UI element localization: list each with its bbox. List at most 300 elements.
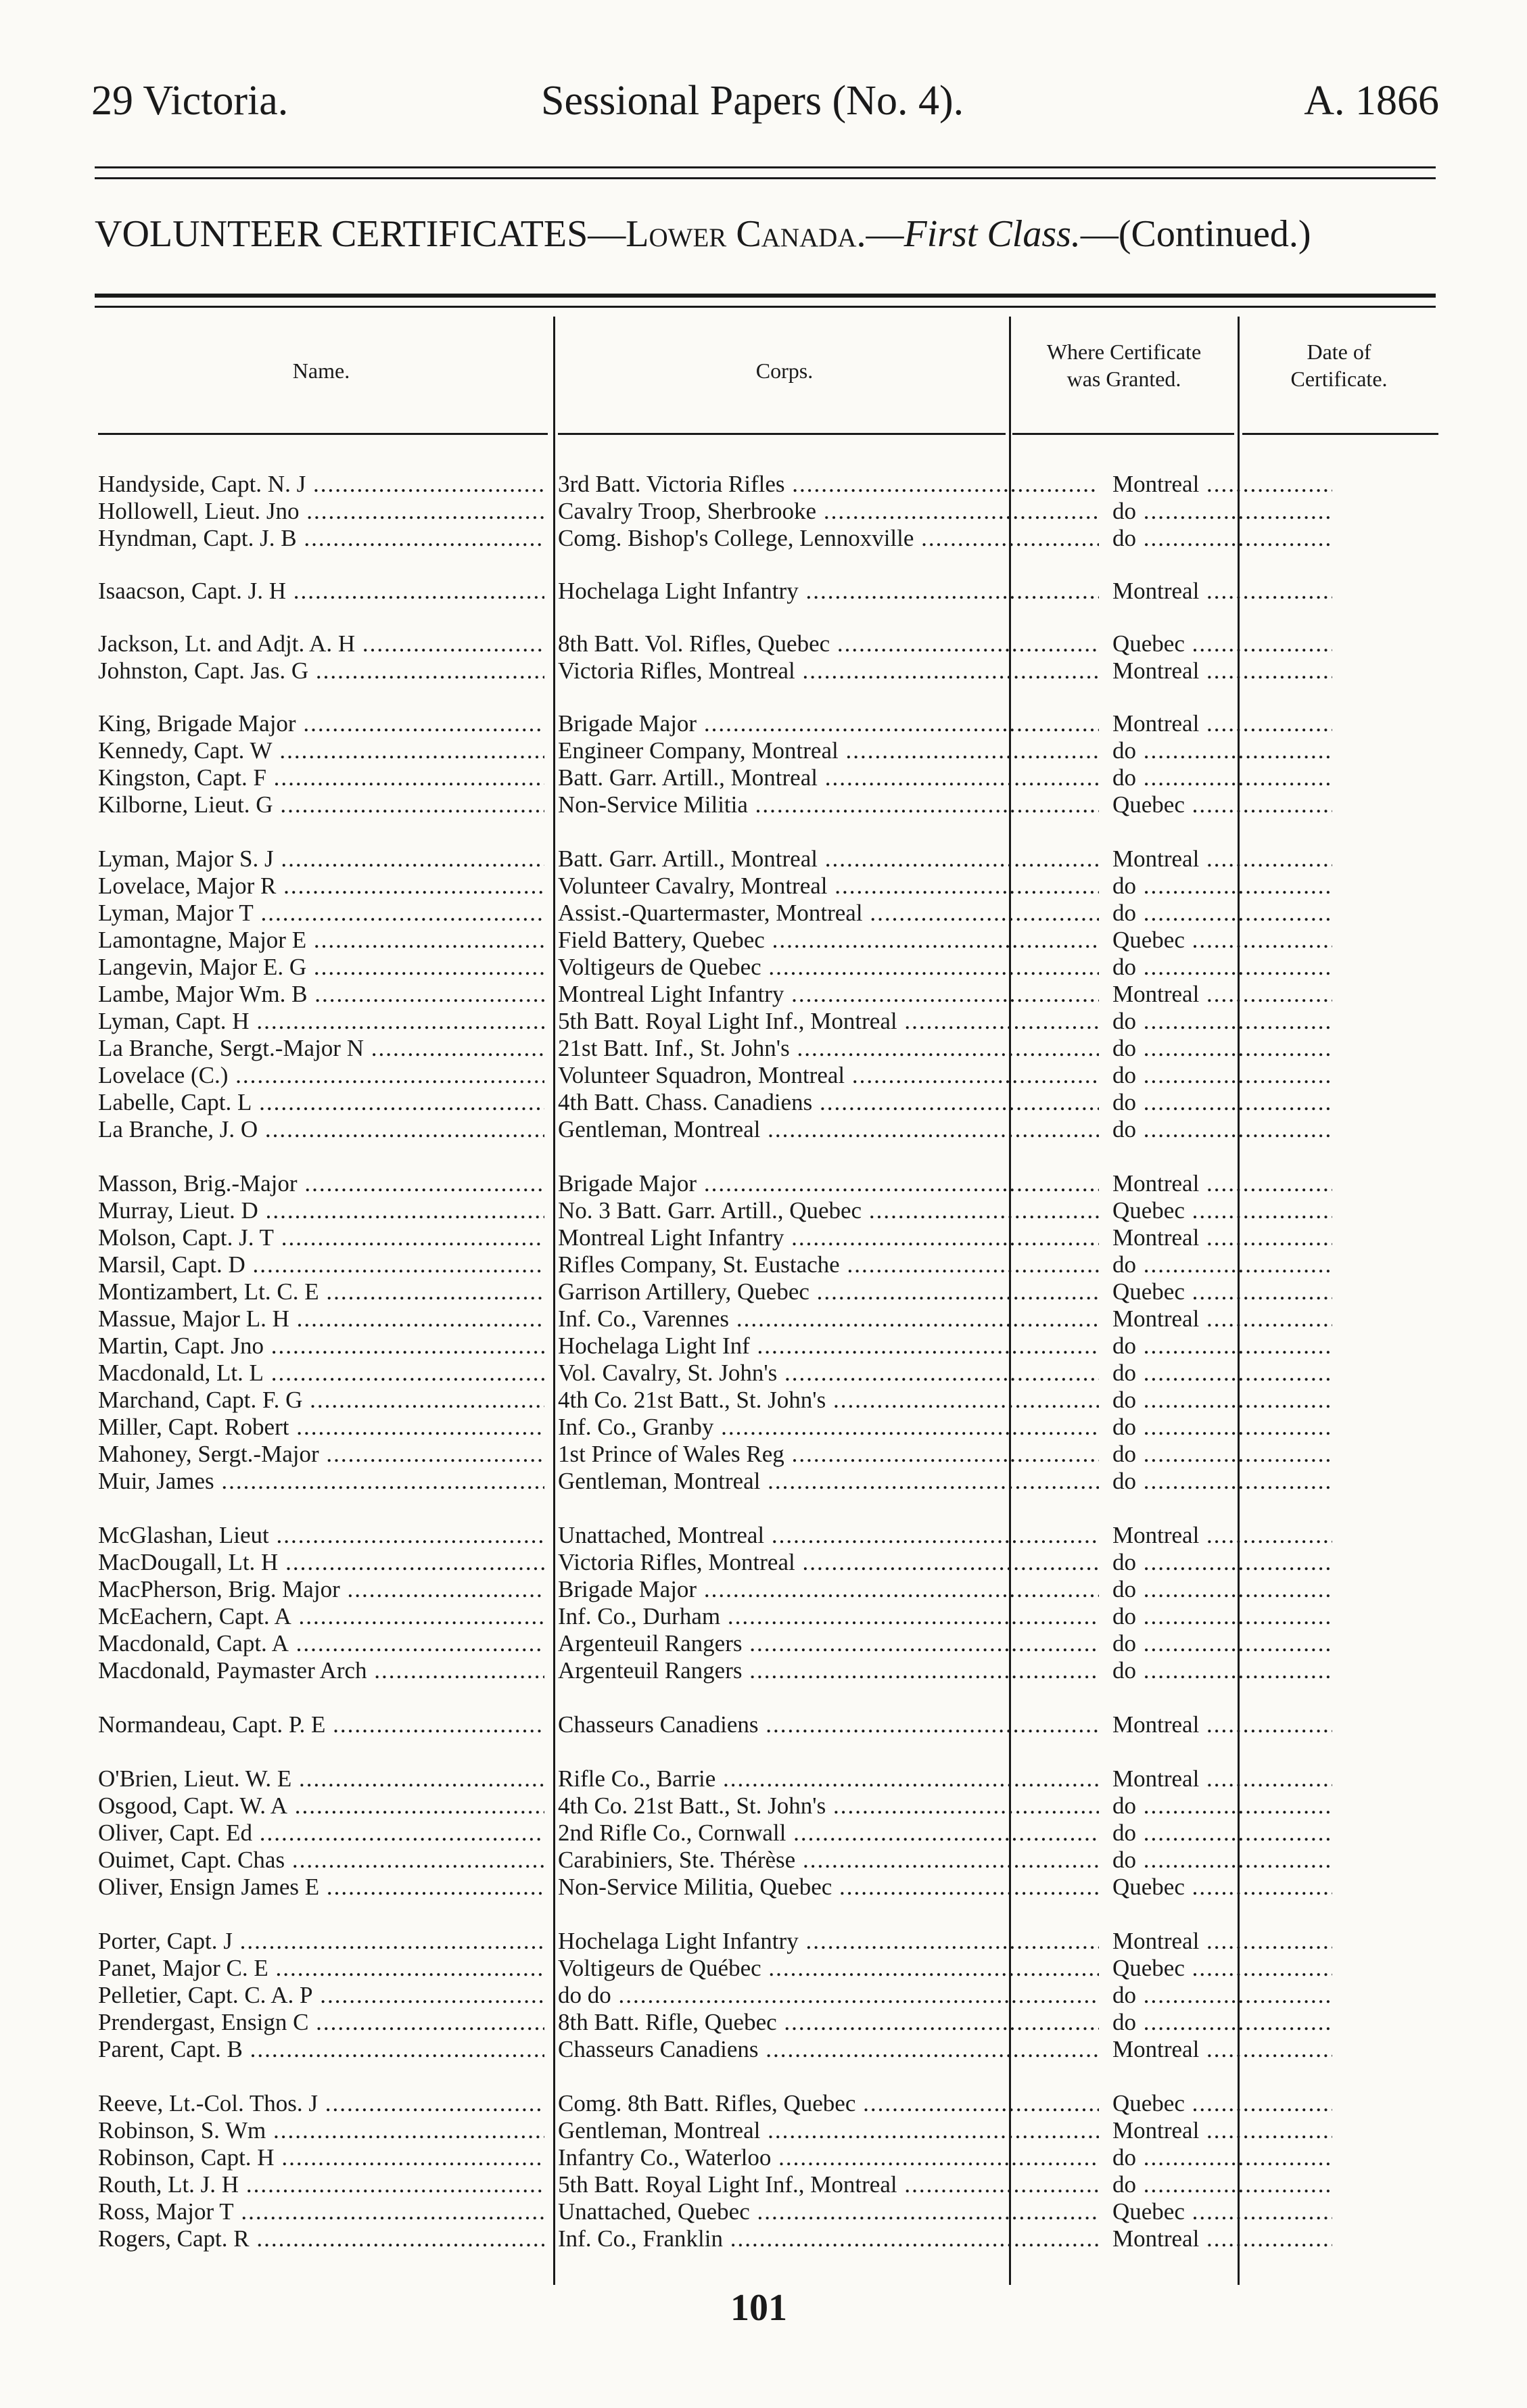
where-granted-cell-text: Quebec .....: [1112, 1197, 1332, 1224]
corps-cell: [558, 1441, 1099, 1468]
name-cell: [98, 846, 544, 873]
where-granted-cell-text: Montreal .....: [1112, 578, 1332, 604]
table-row: [98, 498, 1440, 525]
corps-cell-text: Inf. Co., Durham .....: [558, 1603, 1099, 1629]
name-cell-text: Kennedy, Capt. W .....: [98, 737, 544, 764]
name-cell-text: O'Brien, Lieut. W. E .....: [98, 1765, 544, 1792]
where-granted-cell: [1112, 1522, 1332, 1549]
name-cell-text: Rogers, Capt. R .....: [98, 2225, 544, 2252]
column-header-date-line2: Certificate.: [1290, 367, 1388, 391]
name-cell: [98, 1441, 544, 1468]
name-cell-text: Massue, Major L. H .....: [98, 1305, 544, 1332]
where-granted-cell: [1112, 578, 1332, 605]
corps-cell: [558, 578, 1099, 605]
corps-cell: [558, 1414, 1099, 1441]
where-granted-cell-text: do .....: [1112, 1089, 1332, 1115]
where-granted-cell-text: Quebec .....: [1112, 1874, 1332, 1900]
name-cell: [98, 1765, 544, 1792]
corps-cell-text: Victoria Rifles, Montreal .....: [558, 1549, 1099, 1575]
where-granted-cell-text: Montreal .....: [1112, 1928, 1332, 1954]
where-granted-cell: [1112, 1765, 1332, 1792]
corps-cell: [558, 1062, 1099, 1089]
corps-cell-text: Unattached, Quebec .....: [558, 2198, 1099, 2225]
where-granted-cell-text: Montreal .....: [1112, 981, 1332, 1007]
where-granted-cell-text: do .....: [1112, 900, 1332, 926]
where-granted-cell: [1112, 2171, 1332, 2198]
name-cell: [98, 1874, 544, 1901]
corps-cell: [558, 1089, 1099, 1116]
name-cell: [98, 498, 544, 525]
table-row: [98, 927, 1440, 954]
where-granted-cell: [1112, 1657, 1332, 1684]
name-cell-text: Lyman, Capt. H .....: [98, 1008, 544, 1034]
where-granted-cell-text: do .....: [1112, 2009, 1332, 2035]
where-granted-cell: [1112, 2144, 1332, 2171]
name-cell: [98, 1170, 544, 1197]
where-granted-cell-text: Quebec .....: [1112, 630, 1332, 657]
name-cell-text: Robinson, Capt. H .....: [98, 2144, 544, 2171]
where-granted-cell-text: Montreal .....: [1112, 1522, 1332, 1548]
name-cell: [98, 981, 544, 1008]
where-granted-cell-text: Quebec .....: [1112, 2090, 1332, 2116]
corps-cell-text: 4th Co. 21st Batt., St. John's .....: [558, 1387, 1099, 1413]
name-cell-text: Parent, Capt. B .....: [98, 2036, 544, 2062]
where-granted-cell-text: Quebec .....: [1112, 1955, 1332, 1981]
where-granted-cell-text: Montreal .....: [1112, 657, 1332, 684]
where-granted-cell: [1112, 1847, 1332, 1874]
table-row: [98, 2144, 1440, 2171]
corps-cell-text: 5th Batt. Royal Light Inf., Montreal .....: [558, 2171, 1099, 2198]
column-header-name: Name.: [292, 358, 350, 383]
name-cell-text: Normandeau, Capt. P. E .....: [98, 1711, 544, 1738]
name-cell-text: King, Brigade Major .....: [98, 710, 544, 737]
table-row: [98, 1468, 1440, 1495]
table-row: [98, 1711, 1440, 1738]
where-granted-cell-text: do .....: [1112, 2144, 1332, 2171]
name-cell: [98, 737, 544, 764]
corps-cell: [558, 1549, 1099, 1576]
corps-cell: [558, 710, 1099, 737]
table-row: [98, 1522, 1440, 1549]
column-header-where: [1012, 338, 1236, 392]
corps-cell-text: Voltigeurs de Québec .....: [558, 1955, 1099, 1981]
where-granted-cell-text: Montreal .....: [1112, 846, 1332, 872]
name-cell: [98, 1549, 544, 1576]
name-cell-text: Isaacson, Capt. J. H .....: [98, 578, 544, 604]
where-granted-cell-text: do .....: [1112, 1847, 1332, 1873]
name-cell: [98, 657, 544, 685]
corps-cell: [558, 1792, 1099, 1820]
column-header-where-line1: Where Certificate: [1046, 340, 1202, 364]
where-granted-cell-text: do .....: [1112, 1982, 1332, 2008]
where-granted-cell: [1112, 1251, 1332, 1278]
where-granted-cell: [1112, 1955, 1332, 1982]
name-cell: [98, 1035, 544, 1062]
corps-cell-text: Gentleman, Montreal .....: [558, 2117, 1099, 2144]
running-head-center: Sessional Papers (No. 4).: [541, 78, 964, 124]
where-granted-cell-text: do .....: [1112, 1603, 1332, 1629]
name-cell-text: Lovelace, Major R .....: [98, 873, 544, 899]
name-cell: [98, 1792, 544, 1820]
table-row: [98, 1874, 1440, 1901]
corps-cell-text: Argenteuil Rangers .....: [558, 1630, 1099, 1657]
table-row: [98, 2225, 1440, 2252]
table-row: [98, 846, 1440, 873]
where-granted-cell-text: Quebec .....: [1112, 2198, 1332, 2225]
corps-cell: [558, 1035, 1099, 1062]
name-cell-text: Miller, Capt. Robert .....: [98, 1414, 544, 1440]
where-granted-cell: [1112, 764, 1332, 791]
where-granted-cell-text: Quebec .....: [1112, 927, 1332, 953]
corps-cell-text: Carabiniers, Ste. Thérèse .....: [558, 1847, 1099, 1873]
table-row: [98, 2117, 1440, 2144]
where-granted-cell-text: do .....: [1112, 1414, 1332, 1440]
where-granted-cell: [1112, 630, 1332, 657]
where-granted-cell: [1112, 1468, 1332, 1495]
corps-cell: [558, 1657, 1099, 1684]
name-cell: [98, 1224, 544, 1251]
where-granted-cell: [1112, 1305, 1332, 1333]
where-granted-cell-text: do .....: [1112, 1116, 1332, 1142]
corps-cell-text: do do .....: [558, 1982, 1099, 2008]
where-granted-cell-text: do .....: [1112, 1333, 1332, 1359]
table-row: [98, 1603, 1440, 1630]
table-row: [98, 1657, 1440, 1684]
where-granted-cell: [1112, 1820, 1332, 1847]
name-cell: [98, 471, 544, 498]
column-header-where-line2: was Granted.: [1066, 367, 1181, 391]
name-cell-text: Ouimet, Capt. Chas .....: [98, 1847, 544, 1873]
table-row: [98, 1955, 1440, 1982]
header-underline-name: [98, 433, 548, 435]
corps-cell: [558, 1197, 1099, 1224]
name-cell-text: Routh, Lt. J. H .....: [98, 2171, 544, 2198]
name-cell-text: Muir, James .....: [98, 1468, 544, 1494]
where-granted-cell-text: Quebec .....: [1112, 791, 1332, 818]
where-granted-cell: [1112, 2090, 1332, 2117]
where-granted-cell: [1112, 1549, 1332, 1576]
title-class: First Class.: [903, 213, 1081, 255]
corps-cell: [558, 1765, 1099, 1792]
name-cell: [98, 1955, 544, 1982]
name-cell: [98, 1197, 544, 1224]
table-row: [98, 2009, 1440, 2036]
corps-cell-text: 1st Prince of Wales Reg .....: [558, 1441, 1099, 1467]
name-cell-text: Mahoney, Sergt.-Major .....: [98, 1441, 544, 1467]
name-cell: [98, 1089, 544, 1116]
corps-cell: [558, 1603, 1099, 1630]
where-granted-cell-text: Montreal .....: [1112, 471, 1332, 497]
where-granted-cell: [1112, 791, 1332, 818]
where-granted-cell-text: do .....: [1112, 1360, 1332, 1386]
name-cell-text: Kingston, Capt. F .....: [98, 764, 544, 791]
where-granted-cell: [1112, 710, 1332, 737]
corps-cell: [558, 498, 1099, 525]
corps-cell-text: 4th Batt. Chass. Canadiens .....: [558, 1089, 1099, 1115]
title-region: Lower Canada.: [626, 213, 866, 255]
where-granted-cell-text: do .....: [1112, 1468, 1332, 1494]
title-main: VOLUNTEER CERTIFICATES—: [95, 213, 626, 255]
corps-cell: [558, 2144, 1099, 2171]
name-cell: [98, 2036, 544, 2063]
table-row: [98, 630, 1440, 657]
running-head-left: 29 Victoria.: [91, 78, 289, 124]
name-cell: [98, 1116, 544, 1143]
name-cell-text: Jackson, Lt. and Adjt. A. H .....: [98, 630, 544, 657]
where-granted-cell-text: Montreal .....: [1112, 1765, 1332, 1792]
table-row: [98, 791, 1440, 818]
name-cell: [98, 1251, 544, 1278]
header-underline-corps: [558, 433, 1006, 435]
where-granted-cell-text: Montreal .....: [1112, 2225, 1332, 2252]
corps-cell: [558, 2225, 1099, 2252]
corps-cell: [558, 1251, 1099, 1278]
corps-cell-text: 3rd Batt. Victoria Rifles .....: [558, 471, 1099, 497]
name-cell: [98, 1278, 544, 1305]
corps-cell-text: Brigade Major .....: [558, 1170, 1099, 1197]
where-granted-cell: [1112, 981, 1332, 1008]
corps-cell-text: Infantry Co., Waterloo .....: [558, 2144, 1099, 2171]
where-granted-cell: [1112, 1928, 1332, 1955]
corps-cell-text: Gentleman, Montreal .....: [558, 1468, 1099, 1494]
name-cell: [98, 1468, 544, 1495]
table-row: [98, 578, 1440, 605]
table-row: [98, 2198, 1440, 2225]
corps-cell-text: Engineer Company, Montreal .....: [558, 737, 1099, 764]
corps-cell: [558, 1008, 1099, 1035]
where-granted-cell: [1112, 2198, 1332, 2225]
where-granted-cell: [1112, 1441, 1332, 1468]
title-rule-thin: [95, 306, 1436, 308]
table-row: [98, 2171, 1440, 2198]
name-cell: [98, 1630, 544, 1657]
table-row: [98, 900, 1440, 927]
name-cell-text: La Branche, Sergt.-Major N .....: [98, 1035, 544, 1061]
table-row: [98, 471, 1440, 498]
where-granted-cell: [1112, 2009, 1332, 2036]
corps-cell-text: 4th Co. 21st Batt., St. John's .....: [558, 1792, 1099, 1819]
corps-cell: [558, 954, 1099, 981]
name-cell: [98, 1928, 544, 1955]
name-cell: [98, 2198, 544, 2225]
name-cell: [98, 791, 544, 818]
where-granted-cell-text: Montreal .....: [1112, 1224, 1332, 1251]
name-cell: [98, 1522, 544, 1549]
table-row: [98, 954, 1440, 981]
corps-cell-text: 21st Batt. Inf., St. John's .....: [558, 1035, 1099, 1061]
name-cell: [98, 900, 544, 927]
corps-cell-text: Garrison Artillery, Quebec .....: [558, 1278, 1099, 1305]
corps-cell: [558, 764, 1099, 791]
table-row: [98, 1333, 1440, 1360]
corps-cell: [558, 927, 1099, 954]
corps-cell-text: Non-Service Militia, Quebec .....: [558, 1874, 1099, 1900]
title-rule-thick: [95, 294, 1436, 298]
corps-cell-text: Inf. Co., Franklin .....: [558, 2225, 1099, 2252]
corps-cell: [558, 2009, 1099, 2036]
table-row: [98, 1251, 1440, 1278]
name-cell: [98, 578, 544, 605]
table-row: [98, 873, 1440, 900]
corps-cell-text: Hochelaga Light Infantry .....: [558, 1928, 1099, 1954]
corps-cell-text: Comg. 8th Batt. Rifles, Quebec .....: [558, 2090, 1099, 2116]
table-row: [98, 1278, 1440, 1305]
name-cell-text: Hyndman, Capt. J. B .....: [98, 525, 544, 551]
name-cell: [98, 710, 544, 737]
where-granted-cell: [1112, 525, 1332, 552]
table-row: [98, 1170, 1440, 1197]
header-rule-bottom: [95, 177, 1436, 179]
corps-cell-text: 5th Batt. Royal Light Inf., Montreal .....: [558, 1008, 1099, 1034]
name-cell-text: Lamontagne, Major E .....: [98, 927, 544, 953]
where-granted-cell-text: do .....: [1112, 1630, 1332, 1657]
name-cell-text: Langevin, Major E. G .....: [98, 954, 544, 980]
corps-cell: [558, 1333, 1099, 1360]
corps-cell-text: Montreal Light Infantry .....: [558, 1224, 1099, 1251]
table-row: [98, 2036, 1440, 2063]
where-granted-cell: [1112, 1224, 1332, 1251]
where-granted-cell: [1112, 846, 1332, 873]
table-row: [98, 1197, 1440, 1224]
name-cell-text: Lovelace (C.) .....: [98, 1062, 544, 1088]
corps-cell-text: Field Battery, Quebec .....: [558, 927, 1099, 953]
where-granted-cell: [1112, 2036, 1332, 2063]
where-granted-cell-text: do .....: [1112, 1251, 1332, 1278]
running-head-right: A. 1866: [1304, 78, 1439, 124]
header-underline-date: [1242, 433, 1438, 435]
corps-cell: [558, 525, 1099, 552]
name-cell-text: Lyman, Major T .....: [98, 900, 544, 926]
name-cell: [98, 873, 544, 900]
table-row: [98, 1847, 1440, 1874]
where-granted-cell: [1112, 1874, 1332, 1901]
name-cell: [98, 525, 544, 552]
where-granted-cell: [1112, 1062, 1332, 1089]
where-granted-cell-text: Montreal .....: [1112, 710, 1332, 737]
where-granted-cell: [1112, 1333, 1332, 1360]
where-granted-cell: [1112, 471, 1332, 498]
corps-cell-text: Voltigeurs de Quebec .....: [558, 954, 1099, 980]
where-granted-cell: [1112, 1008, 1332, 1035]
name-cell: [98, 1414, 544, 1441]
corps-cell-text: Rifle Co., Barrie .....: [558, 1765, 1099, 1792]
corps-cell-text: Comg. Bishop's College, Lennoxville .....: [558, 525, 1099, 551]
name-cell-text: Reeve, Lt.-Col. Thos. J .....: [98, 2090, 544, 2116]
table-title: [95, 215, 1440, 253]
where-granted-cell: [1112, 873, 1332, 900]
corps-cell: [558, 1387, 1099, 1414]
name-cell-text: La Branche, J. O .....: [98, 1116, 544, 1142]
name-cell-text: Marchand, Capt. F. G .....: [98, 1387, 544, 1413]
where-granted-cell: [1112, 1576, 1332, 1603]
table-row: [98, 1765, 1440, 1792]
name-cell-text: Osgood, Capt. W. A .....: [98, 1792, 544, 1819]
table-row: [98, 1928, 1440, 1955]
where-granted-cell-text: do .....: [1112, 1387, 1332, 1413]
where-granted-cell: [1112, 1360, 1332, 1387]
name-cell-text: Macdonald, Lt. L .....: [98, 1360, 544, 1386]
corps-cell: [558, 1711, 1099, 1738]
name-cell: [98, 1576, 544, 1603]
where-granted-cell: [1112, 2225, 1332, 2252]
corps-cell: [558, 2090, 1099, 2117]
table-row: [98, 1089, 1440, 1116]
table-row: [98, 1008, 1440, 1035]
corps-cell: [558, 1468, 1099, 1495]
where-granted-cell: [1112, 1792, 1332, 1820]
corps-cell-text: Argenteuil Rangers .....: [558, 1657, 1099, 1684]
where-granted-cell: [1112, 1197, 1332, 1224]
where-granted-cell-text: do .....: [1112, 1792, 1332, 1819]
where-granted-cell-text: do .....: [1112, 737, 1332, 764]
where-granted-cell: [1112, 1603, 1332, 1630]
corps-cell-text: Gentleman, Montreal .....: [558, 1116, 1099, 1142]
name-cell-text: Prendergast, Ensign C .....: [98, 2009, 544, 2035]
where-granted-cell: [1112, 2117, 1332, 2144]
table-row: [98, 1820, 1440, 1847]
name-cell: [98, 764, 544, 791]
title-separator: —: [866, 213, 904, 255]
name-cell-text: MacDougall, Lt. H .....: [98, 1549, 544, 1575]
name-cell-text: Kilborne, Lieut. G .....: [98, 791, 544, 818]
where-granted-cell-text: do .....: [1112, 1035, 1332, 1061]
name-cell-text: Masson, Brig.-Major .....: [98, 1170, 544, 1197]
name-cell: [98, 1982, 544, 2009]
name-cell-text: Porter, Capt. J .....: [98, 1928, 544, 1954]
where-granted-cell-text: do .....: [1112, 1657, 1332, 1684]
name-cell: [98, 1603, 544, 1630]
corps-cell: [558, 1982, 1099, 2009]
table-row: [98, 1360, 1440, 1387]
corps-cell-text: Victoria Rifles, Montreal .....: [558, 657, 1099, 684]
name-cell-text: Labelle, Capt. L .....: [98, 1089, 544, 1115]
name-cell-text: Martin, Capt. Jno .....: [98, 1333, 544, 1359]
where-granted-cell: [1112, 1414, 1332, 1441]
corps-cell-text: Non-Service Militia .....: [558, 791, 1099, 818]
corps-cell: [558, 630, 1099, 657]
corps-cell-text: Chasseurs Canadiens .....: [558, 2036, 1099, 2062]
header-underline-where: [1012, 433, 1234, 435]
where-granted-cell-text: do .....: [1112, 764, 1332, 791]
where-granted-cell-text: Montreal .....: [1112, 1711, 1332, 1738]
column-header-date-line1: Date of: [1307, 340, 1371, 364]
name-cell: [98, 2171, 544, 2198]
corps-cell: [558, 791, 1099, 818]
where-granted-cell: [1112, 737, 1332, 764]
name-cell-text: Robinson, S. Wm .....: [98, 2117, 544, 2144]
corps-cell-text: Brigade Major .....: [558, 1576, 1099, 1602]
name-cell-text: MacPherson, Brig. Major .....: [98, 1576, 544, 1602]
name-cell: [98, 1062, 544, 1089]
where-granted-cell-text: do .....: [1112, 2171, 1332, 2198]
table-row: [98, 1035, 1440, 1062]
corps-cell-text: Batt. Garr. Artill., Montreal .....: [558, 764, 1099, 791]
name-cell-text: Lambe, Major Wm. B .....: [98, 981, 544, 1007]
name-cell: [98, 2225, 544, 2252]
name-cell-text: Handyside, Capt. N. J .....: [98, 471, 544, 497]
corps-cell: [558, 1170, 1099, 1197]
where-granted-cell: [1112, 1387, 1332, 1414]
name-cell: [98, 1820, 544, 1847]
corps-cell: [558, 1278, 1099, 1305]
corps-cell: [558, 1305, 1099, 1333]
corps-cell-text: Brigade Major .....: [558, 710, 1099, 737]
where-granted-cell-text: do .....: [1112, 1441, 1332, 1467]
where-granted-cell: [1112, 498, 1332, 525]
where-granted-cell: [1112, 1278, 1332, 1305]
corps-cell-text: Volunteer Squadron, Montreal .....: [558, 1062, 1099, 1088]
table-row: [98, 710, 1440, 737]
